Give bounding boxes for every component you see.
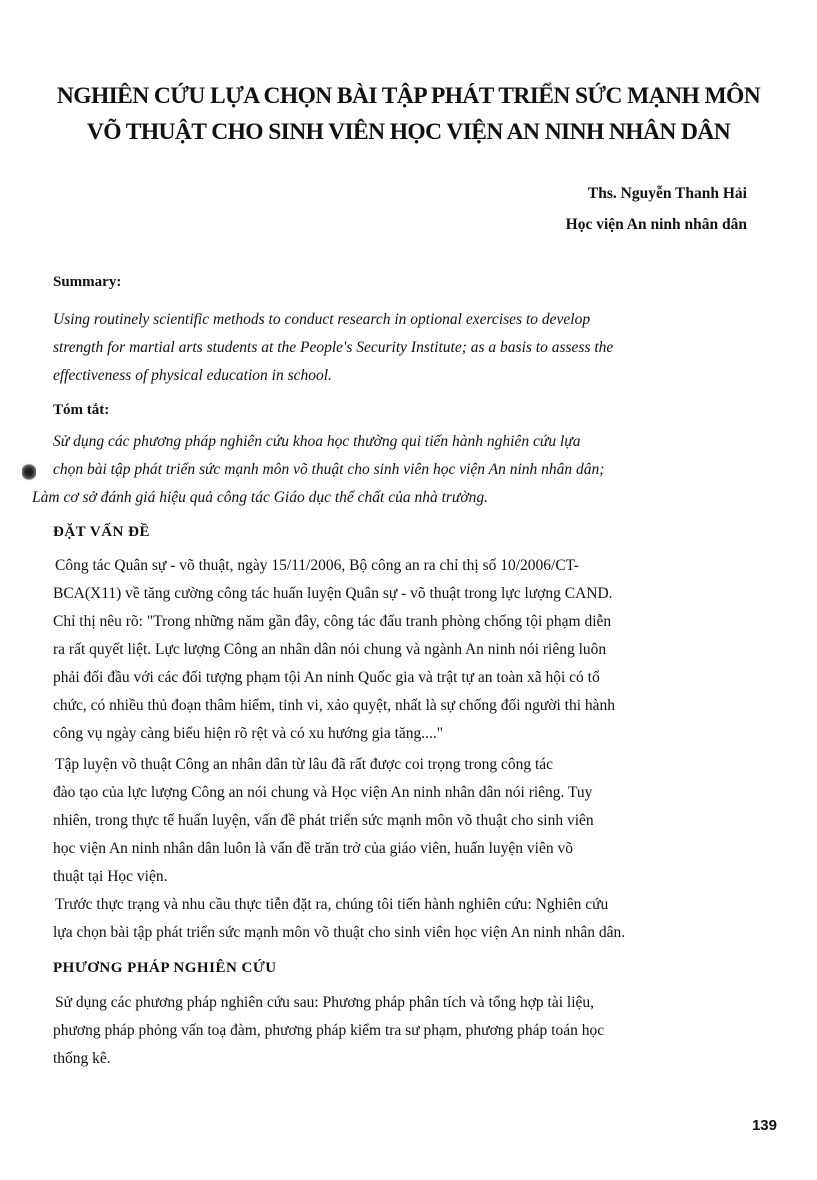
- section-heading-dat-van-de: ĐẶT VẤN ĐỀ: [53, 524, 150, 540]
- paragraph-line: Trước thực trạng và nhu cầu thực tiễn đặt ra, chúng tôi tiến hành nghiên cứu: Nghiên cứu: [55, 896, 609, 913]
- paragraph-line: chức, có nhiều thủ đoạn thâm hiểm, tinh vi, xảo quyệt, nhất là sự chống đối người thi hành: [53, 697, 616, 714]
- author-block: [566, 178, 747, 240]
- paragraph-line: ra rất quyết liệt. Lực lượng Công an nhân dân nói chung và ngành An ninh nói riêng luôn: [53, 641, 607, 658]
- paragraph-line: phương pháp phỏng vấn toạ đàm, phương pháp kiểm tra sư phạm, phương pháp toán học: [53, 1022, 605, 1039]
- paragraph-line: công vụ ngày càng biểu hiện rõ rệt và có xu hướng gia tăng....": [53, 725, 444, 742]
- tomtat-line: chọn bài tập phát triển sức mạnh môn võ thuật cho sinh viên học viện An ninh nhân dân;: [53, 461, 605, 478]
- paragraph-line: Công tác Quân sự - võ thuật, ngày 15/11/2006, Bộ công an ra chỉ thị số 10/2006/CT-: [55, 557, 579, 574]
- author-name: Ths. Nguyễn Thanh Hải: [587, 185, 747, 202]
- paragraph-line: thống kê.: [53, 1050, 111, 1067]
- paragraph-line: nhiên, trong thực tế huấn luyện, vấn đề phát triển sức mạnh môn võ thuật cho sinh viên: [53, 812, 594, 829]
- paragraph-line: Sử dụng các phương pháp nghiên cứu sau: Phương pháp phân tích và tổng hợp tài liệu,: [55, 994, 595, 1011]
- paragraph-line: BCA(X11) về tăng cường công tác huấn luyện Quân sự - võ thuật trong lực lượng CAND.: [53, 585, 613, 602]
- paragraph: [53, 989, 753, 1073]
- scan-smudge: [22, 463, 36, 481]
- paragraph-line: học viện An ninh nhân dân luôn là vấn đề trăn trở của giáo viên, huấn luyện viên võ: [53, 840, 573, 857]
- tomtat-line: Làm cơ sở đánh giá hiệu quả công tác Giáo dục thể chất của nhà trường.: [32, 489, 489, 506]
- summary-line: Using routinely scientific methods to conduct research in optional exercises to develop: [53, 311, 591, 328]
- summary-heading: Summary:: [53, 274, 122, 290]
- section-heading-phuong-phap: PHƯƠNG PHÁP NGHIÊN CỨU: [53, 960, 277, 976]
- paper-title: [20, 78, 797, 150]
- tomtat-text: [32, 428, 757, 512]
- paragraph-line: lựa chọn bài tập phát triển sức mạnh môn võ thuật cho sinh viên học viện An ninh nhân dân.: [53, 924, 626, 941]
- summary-line: strength for martial arts students at the People's Security Institute; as a basis to assess the: [53, 339, 614, 356]
- page-number: 139: [751, 1117, 777, 1134]
- paragraph: [53, 751, 753, 891]
- tomtat-line: Sử dụng các phương pháp nghiên cứu khoa học thường qui tiến hành nghiên cứu lựa: [53, 433, 581, 450]
- author-affiliation: Học viện An ninh nhân dân: [565, 216, 747, 233]
- paragraph-line: Tập luyện võ thuật Công an nhân dân từ lâu đã rất được coi trọng trong công tác: [55, 756, 554, 773]
- summary-text: [53, 306, 757, 390]
- paragraph-line: thuật tại Học viện.: [53, 868, 168, 885]
- paragraph-line: phải đối đầu với các đối tượng phạm tội An ninh Quốc gia và trật tự an toàn xã hội có tổ: [53, 669, 600, 686]
- paragraph-line: đào tạo của lực lượng Công an nói chung và Học viện An ninh nhân dân nói riêng. Tuy: [53, 784, 593, 801]
- paragraph-line: Chỉ thị nêu rõ: "Trong những năm gần đây, công tác đấu tranh phòng chống tội phạm diễn: [53, 613, 612, 630]
- summary-line: effectiveness of physical education in school.: [53, 367, 332, 384]
- title-line-1: NGHIÊN CỨU LỰA CHỌN BÀI TẬP PHÁT TRIỂN SỨC MẠNH MÔN: [56, 83, 761, 109]
- tomtat-heading: Tóm tắt:: [53, 402, 110, 418]
- paragraph: [53, 552, 753, 748]
- paragraph: [53, 891, 753, 947]
- title-line-2: VÕ THUẬT CHO SINH VIÊN HỌC VIỆN AN NINH NHÂN DÂN: [86, 119, 731, 145]
